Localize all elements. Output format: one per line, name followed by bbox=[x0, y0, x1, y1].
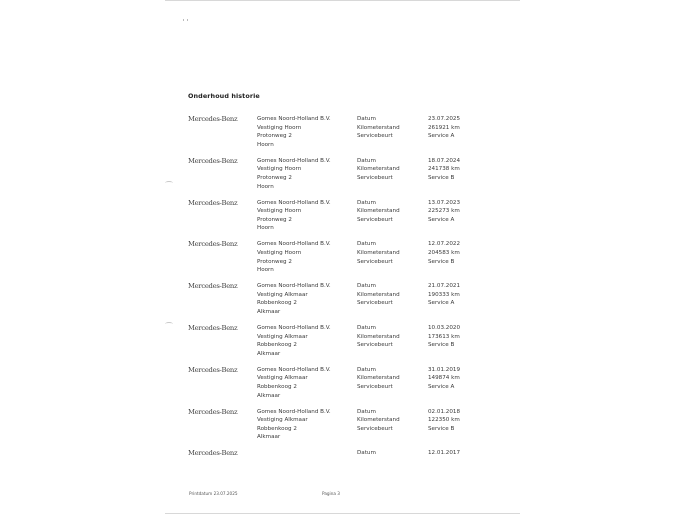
dealer-column bbox=[257, 408, 357, 442]
field-value: Service A bbox=[428, 383, 455, 390]
brand-logo: Mercedes-Benz bbox=[188, 324, 238, 332]
field-label: Datum bbox=[357, 199, 376, 206]
field-value: 122350 km bbox=[428, 417, 460, 424]
field-label: Kilometerstand bbox=[357, 291, 400, 298]
values-column bbox=[428, 324, 498, 350]
values-column bbox=[428, 199, 498, 225]
dealer-line: Alkmaar bbox=[257, 434, 281, 441]
dealer-line: Protonweg 2 bbox=[257, 258, 292, 265]
field-value: 241738 km bbox=[428, 166, 460, 173]
labels-column bbox=[357, 240, 427, 266]
dealer-line: Protonweg 2 bbox=[257, 174, 292, 181]
values-column bbox=[428, 115, 498, 141]
section-title: Onderhoud historie bbox=[188, 92, 260, 100]
field-label: Datum bbox=[357, 157, 376, 164]
field-label: Datum bbox=[357, 116, 376, 122]
binder-hole-mark bbox=[165, 181, 173, 185]
field-label: Servicebeurt bbox=[357, 425, 393, 432]
dealer-line: Robbenkoog 2 bbox=[257, 342, 297, 349]
field-label: Kilometerstand bbox=[357, 417, 400, 424]
field-value: 225273 km bbox=[428, 208, 460, 215]
field-label: Servicebeurt bbox=[357, 174, 393, 181]
dealer-line: Vestiging Hoorn bbox=[257, 249, 302, 256]
field-label: Kilometerstand bbox=[357, 208, 400, 215]
field-value: 10.03.2020 bbox=[428, 325, 461, 331]
binder-hole-mark bbox=[165, 322, 173, 326]
dealer-column bbox=[257, 324, 357, 358]
field-value: 02.01.2018 bbox=[428, 408, 461, 415]
labels-column bbox=[357, 449, 427, 458]
field-value: 12.07.2022 bbox=[428, 241, 461, 248]
field-value: 23.07.2025 bbox=[428, 116, 461, 122]
brand-logo: Mercedes-Benz bbox=[188, 240, 238, 249]
dealer-line: Gomes Noord-Holland B.V. bbox=[257, 283, 331, 290]
service-record bbox=[188, 240, 498, 280]
field-label: Servicebeurt bbox=[357, 342, 393, 349]
field-label: Datum bbox=[357, 325, 376, 331]
field-value: 12.01.2017 bbox=[428, 450, 461, 457]
field-label: Servicebeurt bbox=[357, 300, 393, 307]
values-column bbox=[428, 282, 498, 308]
field-value: 261921 km bbox=[428, 124, 460, 131]
field-label: Servicebeurt bbox=[357, 383, 393, 390]
field-value: 173613 km bbox=[428, 333, 460, 340]
values-column bbox=[428, 449, 498, 458]
field-label: Kilometerstand bbox=[357, 249, 400, 256]
service-record bbox=[188, 366, 498, 406]
dealer-line: Hoorn bbox=[257, 267, 274, 274]
field-value: 204583 km bbox=[428, 249, 460, 256]
dealer-line: Gomes Noord-Holland B.V. bbox=[257, 366, 331, 373]
values-column bbox=[428, 366, 498, 392]
dealer-line: Alkmaar bbox=[257, 350, 281, 357]
field-value: Service B bbox=[428, 342, 455, 349]
labels-column bbox=[357, 115, 427, 141]
service-record bbox=[188, 408, 498, 448]
brand-logo: Mercedes-Benz bbox=[188, 407, 238, 416]
dealer-line: Robbenkoog 2 bbox=[257, 383, 297, 390]
service-record bbox=[188, 157, 498, 197]
field-value: 149874 km bbox=[428, 375, 460, 382]
values-column bbox=[428, 157, 498, 183]
field-label: Datum bbox=[357, 241, 376, 248]
dealer-line: Vestiging Hoorn bbox=[257, 166, 302, 173]
dealer-line: Gomes Noord-Holland B.V. bbox=[257, 157, 331, 164]
corner-mark bbox=[187, 19, 188, 21]
service-record bbox=[188, 449, 498, 489]
brand-logo: Mercedes-Benz bbox=[188, 282, 238, 291]
brand-logo: Mercedes-Benz bbox=[188, 449, 238, 458]
field-value: 190333 km bbox=[428, 291, 460, 298]
labels-column bbox=[357, 408, 427, 434]
service-record bbox=[188, 282, 498, 322]
service-record bbox=[188, 115, 498, 155]
brand-logo: Mercedes-Benz bbox=[188, 198, 238, 207]
dealer-column bbox=[257, 366, 357, 400]
dealer-line: Vestiging Alkmaar bbox=[257, 417, 308, 424]
document-page bbox=[165, 1, 520, 513]
dealer-column bbox=[257, 157, 357, 191]
field-label: Datum bbox=[357, 408, 376, 415]
field-value: Service A bbox=[428, 216, 455, 223]
dealer-line: Vestiging Alkmaar bbox=[257, 375, 308, 382]
dealer-line: Hoorn bbox=[257, 183, 274, 190]
dealer-column bbox=[257, 199, 357, 233]
field-label: Kilometerstand bbox=[357, 333, 400, 340]
dealer-line: Robbenkoog 2 bbox=[257, 300, 297, 307]
labels-column bbox=[357, 324, 427, 350]
labels-column bbox=[357, 157, 427, 183]
field-label: Datum bbox=[357, 283, 376, 290]
dealer-line: Alkmaar bbox=[257, 392, 281, 399]
field-label: Kilometerstand bbox=[357, 124, 400, 131]
brand-logo: Mercedes-Benz bbox=[188, 365, 238, 374]
footer-print-date: Printdatum 23.07.2025 bbox=[189, 491, 238, 496]
labels-column bbox=[357, 199, 427, 225]
field-value: Service B bbox=[428, 425, 455, 432]
field-label: Servicebeurt bbox=[357, 216, 393, 223]
field-label: Servicebeurt bbox=[357, 133, 393, 140]
dealer-line: Vestiging Hoorn bbox=[257, 124, 302, 131]
field-value: 21.07.2021 bbox=[428, 283, 461, 290]
dealer-line: Gomes Noord-Holland B.V. bbox=[257, 116, 331, 122]
service-record bbox=[188, 324, 498, 364]
field-label: Kilometerstand bbox=[357, 166, 400, 173]
field-label: Datum bbox=[357, 366, 376, 373]
values-column bbox=[428, 408, 498, 434]
field-value: Service A bbox=[428, 300, 455, 307]
field-label: Kilometerstand bbox=[357, 375, 400, 382]
dealer-line: Vestiging Hoorn bbox=[257, 208, 302, 215]
values-column bbox=[428, 240, 498, 266]
field-value: 31.01.2019 bbox=[428, 366, 461, 373]
dealer-line: Vestiging Alkmaar bbox=[257, 333, 308, 340]
dealer-line: Gomes Noord-Holland B.V. bbox=[257, 241, 331, 248]
dealer-column bbox=[257, 282, 357, 316]
dealer-line: Gomes Noord-Holland B.V. bbox=[257, 199, 331, 206]
field-label: Datum bbox=[357, 450, 376, 457]
brand-logo: Mercedes-Benz bbox=[188, 115, 238, 123]
field-value: 13.07.2023 bbox=[428, 199, 461, 206]
dealer-line: Alkmaar bbox=[257, 308, 281, 315]
dealer-line: Gomes Noord-Holland B.V. bbox=[257, 408, 331, 415]
field-value: Service B bbox=[428, 174, 455, 181]
dealer-line: Hoorn bbox=[257, 225, 274, 232]
labels-column bbox=[357, 282, 427, 308]
dealer-column bbox=[257, 240, 357, 274]
dealer-line: Protonweg 2 bbox=[257, 133, 292, 140]
dealer-column bbox=[257, 115, 357, 149]
footer-page-number: Pagina 3 bbox=[322, 491, 340, 496]
field-label: Servicebeurt bbox=[357, 258, 393, 265]
dealer-line: Robbenkoog 2 bbox=[257, 425, 297, 432]
field-value: Service B bbox=[428, 258, 455, 265]
field-value: Service A bbox=[428, 133, 455, 140]
dealer-line: Vestiging Alkmaar bbox=[257, 291, 308, 298]
dealer-line: Protonweg 2 bbox=[257, 216, 292, 223]
labels-column bbox=[357, 366, 427, 392]
corner-mark bbox=[183, 19, 184, 21]
brand-logo: Mercedes-Benz bbox=[188, 156, 238, 165]
field-value: 18.07.2024 bbox=[428, 157, 461, 164]
dealer-line: Gomes Noord-Holland B.V. bbox=[257, 325, 331, 331]
service-record bbox=[188, 199, 498, 239]
dealer-line: Hoorn bbox=[257, 141, 274, 148]
